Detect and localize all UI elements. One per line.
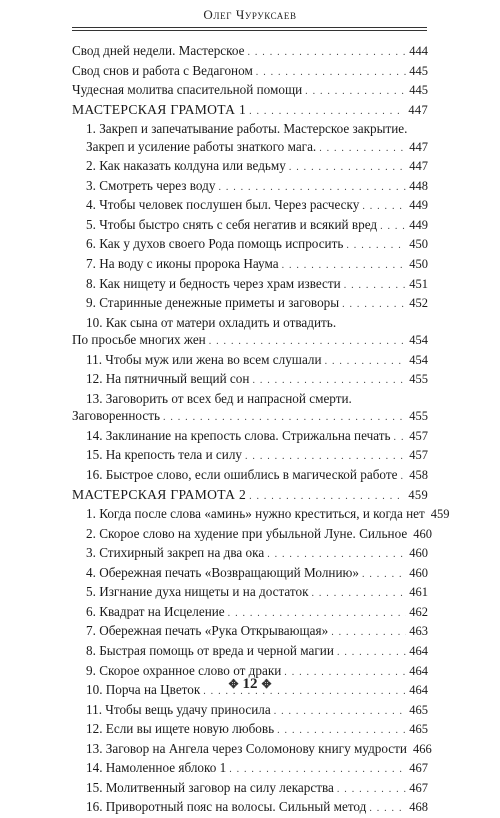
toc-entry-page: 447 — [409, 159, 428, 174]
dot-leader — [380, 218, 406, 236]
toc-entry-page: 468 — [409, 800, 428, 815]
page-footer — [0, 676, 500, 693]
toc-entry-title: 5. Чтобы быстро снять с себя негатив и всякий вред — [86, 216, 378, 232]
toc-entry-title: 3. Стихирный закреп на два ока — [86, 545, 265, 561]
toc-entry-page: 457 — [409, 448, 428, 463]
toc-entry-title: Закреп и усиление работы знаткого мага. — [86, 138, 317, 154]
toc-entry-page: 454 — [409, 333, 428, 348]
toc-entry-title: Чудесная молитва спасительной помощи — [72, 82, 303, 98]
dot-leader — [274, 703, 407, 721]
toc-entry-page: 467 — [409, 780, 428, 795]
toc-entry-page: 454 — [409, 352, 428, 367]
dot-leader — [249, 488, 405, 506]
toc-entry — [72, 370, 428, 390]
toc-entry — [72, 564, 428, 584]
header-rule-bottom — [72, 30, 427, 31]
toc-entry-page: 465 — [409, 722, 428, 737]
toc-entry — [72, 138, 428, 158]
dot-leader — [252, 372, 406, 390]
toc-entry-page: 448 — [409, 178, 428, 193]
toc-entry-title: 7. Обережная печать «Рука Открывающая» — [86, 623, 329, 639]
toc-entry — [72, 177, 428, 197]
dot-leader — [305, 83, 406, 101]
toc-entry — [72, 759, 428, 779]
dot-leader — [248, 44, 407, 62]
toc-entry-page: 463 — [409, 624, 428, 639]
toc-entry — [72, 779, 428, 799]
toc-entry-title: 9. Старинные денежные приметы и заговоры — [86, 295, 340, 311]
toc-entry-title: 6. Как у духов своего Рода помощь испросить — [86, 236, 344, 252]
table-of-contents — [72, 42, 450, 818]
toc-entry — [72, 42, 428, 62]
dot-leader — [342, 296, 406, 314]
toc-entry-page: 451 — [409, 276, 428, 291]
toc-entry — [72, 62, 428, 82]
toc-entry-title: 9. Скорое охранное слово от драки — [86, 662, 282, 678]
dot-leader — [282, 257, 407, 275]
toc-entry-page: 455 — [409, 409, 428, 424]
toc-entry-title: Заговоренность — [72, 408, 160, 424]
dot-leader — [337, 781, 406, 799]
dot-leader — [319, 140, 406, 158]
ornament-right-icon: ✥ — [261, 677, 272, 691]
toc-entry-title: 10. Порча на Цветок — [86, 682, 201, 698]
toc-entry-page: 466 — [412, 741, 432, 756]
toc-entry-title: 1. Когда после слова «аминь» нужно креститься, и когда нет — [86, 506, 425, 522]
toc-entry-title: 15. На крепость тела и силу — [86, 447, 243, 463]
toc-entry-page: 464 — [409, 643, 428, 658]
dot-leader — [312, 585, 407, 603]
toc-entry-title: 2. Как наказать колдуна или ведьму — [86, 158, 286, 174]
dot-leader — [362, 198, 406, 216]
toc-entry-page: 460 — [409, 546, 428, 561]
toc-entry-title: 12. На пятничный вещий сон — [86, 371, 250, 387]
toc-entry-line1: 1. Закреп и запечатывание работы. Мастерское закрытие. — [86, 121, 408, 137]
toc-entry — [72, 525, 432, 545]
toc-entry-title: 8. Как нищету и бедность через храм извести — [86, 275, 341, 291]
toc-entry-title: 11. Чтобы муж или жена во всем слушали — [86, 351, 322, 367]
toc-entry — [72, 701, 428, 721]
toc-entry-title: 4. Чтобы человек послушен был. Через расческу — [86, 197, 360, 213]
toc-entry-page: 452 — [409, 296, 428, 311]
toc-entry-title: 3. Смотреть через воду — [86, 177, 216, 193]
toc-entry-page: 465 — [409, 702, 428, 717]
section-title: МАСТЕРСКАЯ ГРАМОТА 1 — [72, 101, 247, 117]
toc-entry-page: 445 — [409, 83, 428, 98]
dot-leader — [228, 605, 407, 623]
toc-entry-page: 464 — [409, 663, 428, 678]
toc-entry-title: 4. Обережная печать «Возвращающий Молнию» — [86, 564, 359, 580]
dot-leader — [163, 409, 406, 427]
toc-entry-title: 13. Заговор на Ангела через Соломонову книгу мудрости — [86, 740, 407, 756]
toc-entry — [72, 216, 428, 236]
dot-leader — [229, 761, 406, 779]
toc-entry-page: 459 — [430, 507, 450, 522]
toc-entry — [72, 720, 428, 740]
ornament-left-icon: ✥ — [228, 677, 239, 691]
toc-entry-page: 467 — [409, 761, 428, 776]
toc-entry-line1: 13. Заговорить от всех бед и напрасной смерти. — [86, 390, 352, 406]
section-page: 447 — [408, 102, 428, 117]
toc-entry-page: 462 — [409, 604, 428, 619]
section-page: 459 — [408, 487, 428, 502]
toc-entry-page: 464 — [409, 683, 428, 698]
dot-leader — [209, 333, 407, 351]
dot-leader — [337, 644, 406, 662]
toc-entry — [72, 275, 428, 295]
toc-entry-title: 5. Изгнание духа нищеты и на достаток — [86, 584, 309, 600]
toc-entry-title: 8. Быстрая помощь от вреда и черной магии — [86, 642, 334, 658]
toc-entry-page: 460 — [413, 526, 432, 541]
toc-entry — [72, 622, 428, 642]
toc-entry — [72, 196, 428, 216]
toc-entry-title: Свод дней недели. Мастерское — [72, 43, 245, 58]
toc-entry — [72, 351, 428, 371]
toc-entry-title: 6. Квадрат на Исцеление — [86, 603, 225, 619]
toc-entry — [72, 642, 428, 662]
dot-leader — [245, 448, 406, 466]
toc-entry-title: 14. Намоленное яблоко 1 — [86, 760, 227, 776]
toc-entry — [72, 603, 428, 623]
toc-entry-page: 458 — [409, 468, 428, 483]
dot-leader — [267, 546, 406, 564]
toc-entry — [72, 81, 428, 101]
toc-entry — [72, 466, 428, 486]
toc-entry-page: 457 — [409, 428, 428, 443]
toc-entry-page: 447 — [409, 139, 428, 154]
toc-entry — [72, 427, 428, 447]
toc-section-heading — [72, 101, 428, 121]
toc-entry-page: 461 — [409, 585, 428, 600]
dot-leader — [331, 624, 406, 642]
toc-entry-title: 12. Если вы ищете новую любовь — [86, 721, 275, 737]
header-rule-top — [72, 27, 427, 28]
toc-entry — [72, 255, 428, 275]
toc-entry-page: 455 — [409, 372, 428, 387]
dot-leader — [218, 179, 406, 197]
dot-leader — [344, 277, 407, 295]
toc-entry — [72, 157, 428, 177]
toc-entry-page: 460 — [409, 565, 428, 580]
toc-entry — [72, 294, 428, 314]
toc-entry — [72, 331, 428, 351]
toc-entry-title: 16. Приворотный пояс на волосы. Сильный метод — [86, 799, 367, 815]
dot-leader — [346, 237, 406, 255]
section-title: МАСТЕРСКАЯ ГРАМОТА 2 — [72, 486, 247, 502]
toc-entry — [72, 798, 428, 818]
toc-entry-page: 445 — [409, 63, 428, 78]
toc-entry — [72, 505, 450, 525]
toc-entry-page: 449 — [409, 217, 428, 232]
dot-leader — [289, 159, 406, 177]
toc-entry-title: 16. Быстрое слово, если ошиблись в магической работе — [86, 467, 398, 483]
toc-entry-title: Свод снов и работа с Ведагоном — [72, 62, 253, 78]
toc-section-heading — [72, 486, 428, 506]
toc-entry-title: 14. Заклинание на крепость слова. Стрижальна печать — [86, 427, 391, 443]
dot-leader — [325, 353, 407, 371]
dot-leader — [256, 64, 406, 82]
dot-leader — [249, 103, 405, 121]
toc-entry-title: 7. На воду с иконы пророка Наума — [86, 256, 279, 272]
running-header: Олег Чуруксаев — [203, 7, 297, 22]
toc-entry-page: 449 — [409, 198, 428, 213]
toc-entry-title: По просьбе многих жен — [72, 332, 206, 348]
toc-entry — [72, 235, 428, 255]
toc-entry — [72, 446, 428, 466]
toc-entry-title: 11. Чтобы вещь удачу приносила — [86, 701, 271, 717]
dot-leader — [277, 722, 406, 740]
dot-leader — [400, 468, 406, 486]
toc-entry — [72, 583, 428, 603]
toc-entry-line1: 10. Как сына от матери охладить и отвадить. — [86, 314, 337, 330]
page-number: 12 — [242, 676, 258, 692]
toc-entry — [72, 544, 428, 564]
toc-entry-page: 444 — [409, 44, 428, 58]
dot-leader — [394, 429, 407, 447]
toc-entry-page: 450 — [409, 237, 428, 252]
toc-entry — [72, 407, 428, 427]
dot-leader — [362, 566, 406, 584]
toc-entry — [72, 740, 432, 760]
toc-entry-title: 2. Скорое слово на худение при убыльной Луне. Сильное — [86, 525, 408, 541]
toc-entry-page: 450 — [409, 257, 428, 272]
dot-leader — [369, 800, 406, 818]
toc-entry-title: 15. Молитвенный заговор на силу лекарства — [86, 779, 334, 795]
